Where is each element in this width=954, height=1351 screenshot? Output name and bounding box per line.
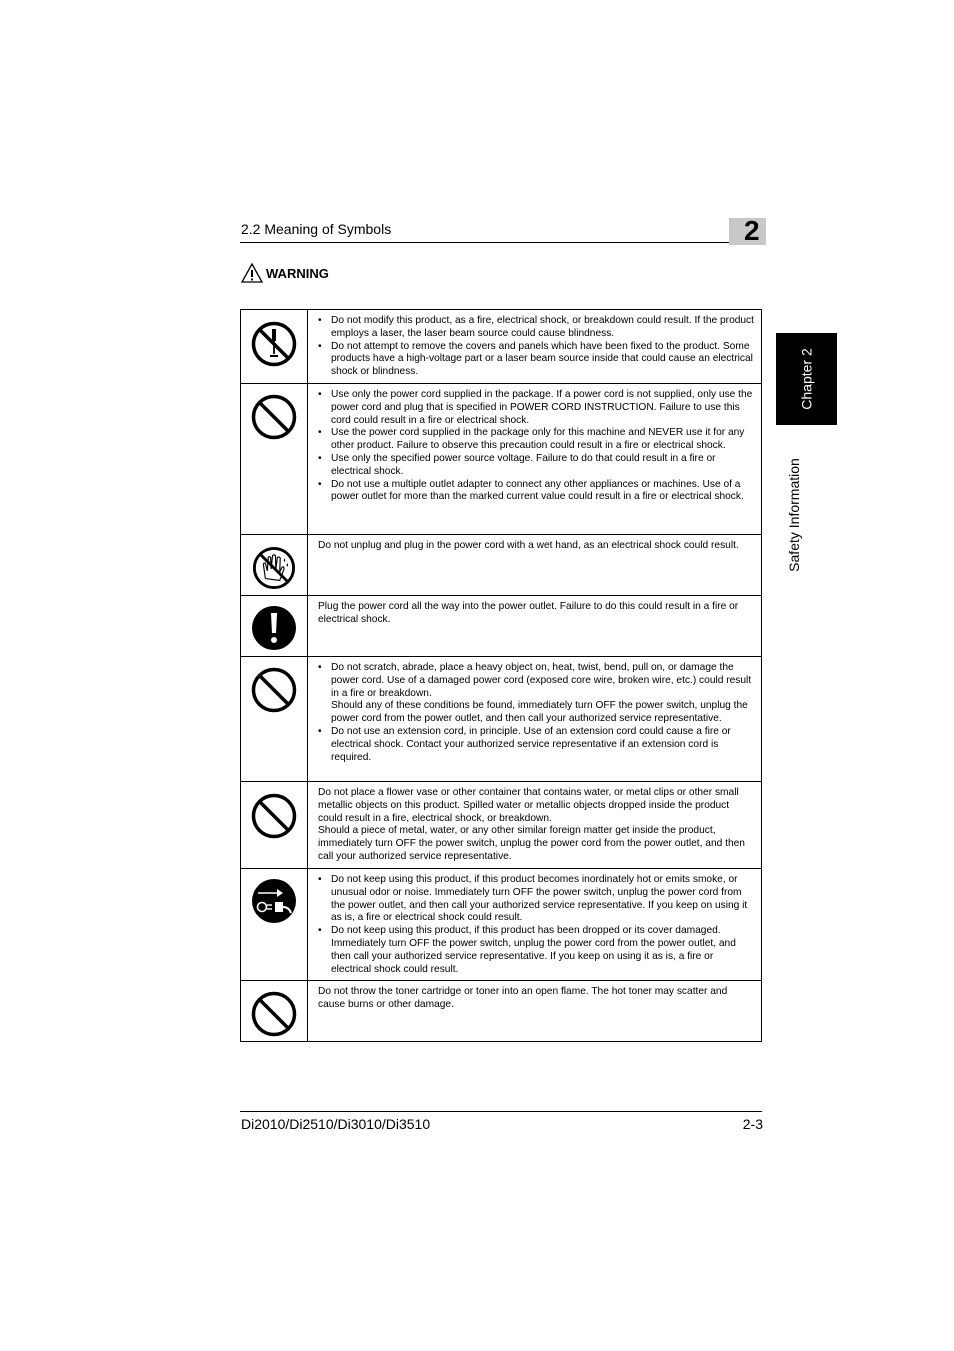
warning-table [240,309,762,1042]
paragraph: Plug the power cord all the way into the power outlet. Failure to do this could result in a fire or electrical shock. [318,601,739,625]
warning-heading [241,263,329,283]
list-item: • Use the power cord supplied in the package only for this machine and NEVER use it for any other product. Failure to observe this precaution could result in a fire or electrical shock. [318,427,756,453]
unplug-icon [251,878,297,924]
section-title: 2.2 Meaning of Symbols [241,221,392,237]
icon-cell [241,657,308,782]
text-cell [308,657,762,782]
text-cell [308,981,762,1042]
table-row [241,981,762,1042]
footer-rule [240,1111,762,1112]
table-row [241,657,762,782]
text-cell [308,384,762,535]
list-item: • Do not use a multiple outlet adapter to connect any other appliances or machines. Use of a power outlet for more than the marked current value could result in a fire or electrical shock. [318,479,756,505]
table-row [241,384,762,535]
chapter-number: 2 [744,215,760,246]
section-tab-label: Safety Information [785,458,802,572]
warning-label: WARNING [266,265,329,281]
prohibited-icon [251,394,297,440]
no-disassemble-icon [251,321,297,367]
list-item: • Do not keep using this product, if this product becomes inordinately hot or emits smoke, or unusual odor or noise. Immediately turn OFF the power switch, unplug the power cord from the power outlet, and then call your authorized service representative. If you keep on using it as is, a fire or electrical shock could result. [318,874,756,925]
footer-model: Di2010/Di2510/Di3010/Di3510 [241,1116,431,1132]
icon-cell [241,869,308,981]
icon-cell [241,535,308,596]
list-item: • Do not modify this product, as a fire, electrical shock, or breakdown could result. If the product employs a laser, the laser beam source could cause blindness. [318,315,756,341]
chapter-tab-label: Chapter 2 [798,348,815,410]
text-cell [308,596,762,657]
list-item: • Do not use an extension cord, in principle. Use of an extension cord could cause a fire or electrical shock. Contact your authorized service representative if an extension cord is required. [318,726,756,764]
table-row [241,596,762,657]
paragraph: Do not unplug and plug in the power cord with a wet hand, as an electrical shock could result. [318,540,739,551]
table-row [241,782,762,869]
prohibited-icon [251,793,297,839]
prohibited-icon [251,667,297,713]
icon-cell [241,981,308,1042]
mandatory-exclamation-icon [251,605,297,651]
text-cell [308,869,762,981]
table-row [241,310,762,384]
warning-triangle-icon [241,263,263,283]
text-cell [308,782,762,869]
paragraph: Should a piece of metal, water, or any other similar foreign matter get inside the product, immediately turn OFF the power switch, unplug the power cord from the power outlet, and then call your authorized service representative. [318,825,745,862]
icon-cell [241,596,308,657]
paragraph: Do not throw the toner cartridge or toner into an open flame. The hot toner may scatter and cause burns or other damage. [318,986,728,1011]
icon-cell [241,782,308,869]
list-item: • Use only the power cord supplied in the package. If a power cord is not supplied, only use the power cord and plug that is specified in POWER CORD INSTRUCTION. Failure to use this cord could result in a fire or electrical shock. [318,389,756,427]
table-row [241,869,762,981]
list-item: • Do not attempt to remove the covers and panels which have been fixed to the product. Some products have a high-voltage part or a laser beam source inside that could cause an electrical shock or blindness. [318,341,756,379]
paragraph: Do not place a flower vase or other container that contains water, or metal clips or other small metallic objects on this product. Spilled water or metallic objects dropped inside the product could result in a fire, electrical shock, or breakdown. [318,787,739,824]
prohibited-icon [251,991,297,1037]
section-tab-label-wrap [776,440,811,590]
icon-cell [241,384,308,535]
list-item: • Do not scratch, abrade, place a heavy object on, heat, twist, bend, pull on, or damage the power cord. Use of a damaged power cord (exposed core wire, broken wire, etc.) could result in a fire or breakdown. Should any of these conditions be found, immediately turn OFF the power switch, unplug the power cord from the power outlet, and then call your authorized service representative. [318,662,756,726]
text-cell [308,310,762,384]
icon-cell [241,310,308,384]
chapter-tab-label-wrap [776,333,837,425]
table-row [241,535,762,596]
header-rule [240,242,762,243]
no-wet-hands-icon [252,546,296,590]
text-cell [308,535,762,596]
page-number: 2-3 [742,1116,763,1132]
list-item: • Use only the specified power source voltage. Failure to do that could result in a fire or electrical shock. [318,453,756,479]
list-item: • Do not keep using this product, if this product has been dropped or its cover damaged. Immediately turn OFF the power switch, unplug the power cord from the power outlet, and then call your authorized service representative. If you keep on using it as is, a fire or electrical shock could result. [318,925,756,976]
